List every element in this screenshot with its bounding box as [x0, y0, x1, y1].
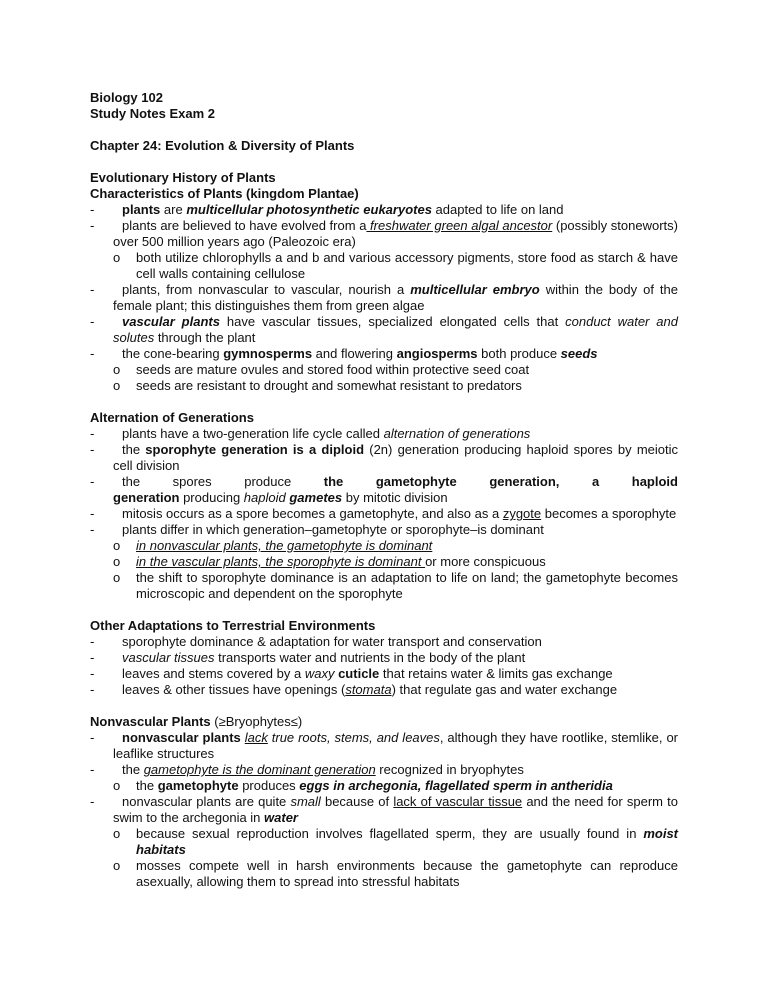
- dash-marker: -: [90, 506, 95, 521]
- sub-bullet-item: o in the vascular plants, the sporophyte is dominant or more conspicuous: [113, 554, 546, 569]
- bullet-item: - plants, from nonvascular to vascular, nourish a multicellular embryo within the body of the female plant; this distinguishes them from green algae: [90, 282, 678, 313]
- sub-bullet-item: o seeds are resistant to drought and somewhat resistant to predators: [113, 378, 522, 393]
- section-heading: Alternation of Generations: [90, 410, 254, 425]
- o-marker: o: [113, 250, 121, 265]
- section-heading: Other Adaptations to Terrestrial Environments: [90, 618, 376, 633]
- bullet-item: - mitosis occurs as a spore becomes a gametophyte, and also as a zygote becomes a sporophyte: [90, 506, 677, 521]
- bullet-item: - plants differ in which generation–gametophyte or sporophyte–is dominant: [90, 522, 544, 537]
- bullet-item: - plants are multicellular photosynthetic eukaryotes adapted to life on land: [90, 202, 564, 217]
- document-title: Study Notes Exam 2: [90, 106, 215, 121]
- sub-bullet-item: o the gametophyte produces eggs in archegonia, flagellated sperm in antheridia: [113, 778, 613, 793]
- sub-bullet-item: o both utilize chlorophylls a and b and various accessory pigments, store food as starch & have cell walls containing cellulose: [113, 250, 678, 281]
- bullet-item: - leaves and stems covered by a waxy cuticle that retains water & limits gas exchange: [90, 666, 613, 681]
- bullet-item: - nonvascular plants are quite small because of lack of vascular tissue and the need for sperm to swim to the archegonia in water: [90, 794, 678, 825]
- dash-marker: -: [90, 634, 95, 649]
- o-marker: o: [113, 554, 121, 569]
- document-page: [90, 90, 678, 890]
- sub-bullet-item: o because sexual reproduction involves flagellated sperm, they are usually found in moist habitats: [113, 826, 678, 857]
- section-heading: Nonvascular Plants (≥Bryophytes≤): [90, 714, 303, 729]
- dash-marker: -: [90, 522, 95, 537]
- bullet-item: - plants have a two-generation life cycle called alternation of generations: [90, 426, 531, 441]
- section-heading: Evolutionary History of Plants: [90, 170, 276, 185]
- dash-marker: -: [90, 682, 95, 697]
- bullet-item: - the spores produce the gametophyte generation, a haploid generation producing haploid gametes by mitotic division: [90, 474, 678, 505]
- o-marker: o: [113, 826, 121, 841]
- bullet-item: - sporophyte dominance & adaptation for water transport and conservation: [90, 634, 542, 649]
- o-marker: o: [113, 378, 121, 393]
- bullet-item: - plants are believed to have evolved from a freshwater green algal ancestor (possibly stoneworts) over 500 million years ago (Paleozoic era): [90, 218, 678, 249]
- dash-marker: -: [90, 666, 95, 681]
- o-marker: o: [113, 362, 121, 377]
- sub-bullet-item: o the shift to sporophyte dominance is an adaptation to life on land; the gametophyte becomes microscopic and dependent on the sporophyte: [113, 570, 678, 601]
- o-marker: o: [113, 778, 121, 793]
- bullet-item: - the sporophyte generation is a diploid (2n) generation producing haploid spores by meiotic cell division: [90, 442, 678, 473]
- dash-marker: -: [90, 282, 95, 297]
- o-marker: o: [113, 570, 121, 585]
- dash-marker: -: [90, 202, 95, 217]
- dash-marker: -: [90, 762, 95, 777]
- course-title: Biology 102: [90, 90, 163, 105]
- dash-marker: -: [90, 314, 95, 329]
- bullet-item: - leaves & other tissues have openings (stomata) that regulate gas and water exchange: [90, 682, 618, 697]
- sub-bullet-item: o mosses compete well in harsh environments because the gametophyte can reproduce asexually, allowing them to spread into stressful habitats: [113, 858, 678, 889]
- o-marker: o: [113, 538, 121, 553]
- bullet-item: - nonvascular plants lack true roots, stems, and leaves, although they have rootlike, stemlike, or leaflike structures: [90, 730, 678, 761]
- dash-marker: -: [90, 218, 95, 233]
- dash-marker: -: [90, 650, 95, 665]
- dash-marker: -: [90, 426, 95, 441]
- bullet-item: - vascular tissues transports water and nutrients in the body of the plant: [90, 650, 526, 665]
- dash-marker: -: [90, 474, 95, 489]
- sub-bullet-item: o seeds are mature ovules and stored food within protective seed coat: [113, 362, 530, 377]
- dash-marker: -: [90, 346, 95, 361]
- bullet-item: - vascular plants have vascular tissues, specialized elongated cells that conduct water and solutes through the plant: [90, 314, 678, 345]
- dash-marker: -: [90, 794, 95, 809]
- dash-marker: -: [90, 442, 95, 457]
- bullet-item: - the gametophyte is the dominant generation recognized in bryophytes: [90, 762, 524, 777]
- sub-bullet-item: o in nonvascular plants, the gametophyte is dominant: [113, 538, 433, 553]
- dash-marker: -: [90, 730, 95, 745]
- bullet-item: - the cone-bearing gymnosperms and flowering angiosperms both produce seeds: [90, 346, 598, 361]
- o-marker: o: [113, 858, 121, 873]
- chapter-heading: Chapter 24: Evolution & Diversity of Plants: [90, 138, 355, 153]
- subsection-heading: Characteristics of Plants (kingdom Plantae): [90, 186, 359, 201]
